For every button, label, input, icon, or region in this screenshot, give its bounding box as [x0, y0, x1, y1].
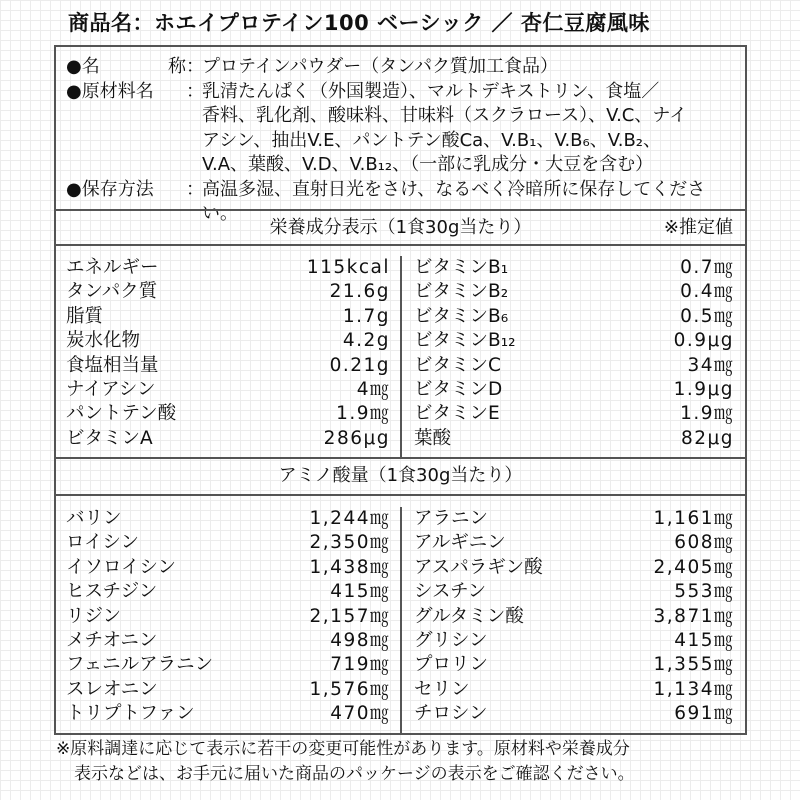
product-info-section [56, 47, 745, 224]
ingredients-line: アシン、抽出V.E、パントテン酸Ca、V.B₁、V.B₆、V.B₂、 [202, 129, 662, 151]
estimate-note: ※推定値 [663, 217, 733, 238]
amino-row: グルタミン酸 3,871㎎ [414, 605, 734, 627]
info-label-ingredients: ●原材料名 [66, 80, 154, 102]
colon: ： [186, 178, 204, 200]
amino-row: スレオニン 1,576㎎ [66, 678, 390, 700]
nutrition-row: パントテン酸 1.9㎎ [66, 403, 390, 425]
ingredients-line: 香料、乳化剤、酸味料、甘味料（スクラロース）、V.C、ナイ [202, 105, 688, 126]
footnote-line-2: 表示などは、お手元に届いた商品のパッケージの表示をご確認ください。 [74, 764, 635, 784]
nutrition-row: 食塩相当量 0.21g [66, 354, 390, 376]
colon: ： [186, 56, 204, 77]
amino-col-right [400, 507, 744, 733]
nutrition-row: ビタミンB₁ 0.7㎎ [414, 257, 734, 278]
amino-row: セリン 1,134㎎ [414, 678, 734, 700]
amino-row: アスパラギン酸 2,405㎎ [414, 556, 734, 578]
info-value-name: プロテインパウダー（タンパク質加工食品） [202, 56, 559, 77]
info-row-name [66, 55, 745, 80]
amino-row: チロシン 691㎎ [414, 703, 734, 725]
product-title: 商品名：ホエイプロテイン100 ベーシック ／ 杏仁豆腐風味 [68, 11, 650, 35]
amino-row: プロリン 1,355㎎ [414, 654, 734, 676]
nutrition-row: ビタミンB₁₂ 0.9μg [414, 330, 734, 352]
nutrition-row: 葉酸 82μg [414, 427, 734, 449]
amino-row: メチオニン 498㎎ [66, 629, 390, 651]
nutrition-heading-text: 栄養成分表示（1食30g当たり） [269, 217, 532, 238]
nutrition-row: ナイアシン 4㎎ [66, 378, 390, 400]
amino-row: ロイシン 2,350㎎ [66, 532, 390, 554]
nutrition-row: ビタミンA 286μg [66, 427, 390, 449]
amino-heading [56, 459, 745, 493]
info-value-ingredients [202, 80, 745, 178]
ingredients-line: 乳清たんぱく（外国製造）、マルトデキストリン、食塩／ [202, 80, 660, 102]
info-label-name-b: 称 [168, 56, 186, 77]
nutrition-row: 脂質 1.7g [66, 305, 390, 327]
nutrition-row: タンパク質 21.6g [66, 281, 390, 303]
label-box [54, 45, 747, 735]
nutrition-col-right [400, 256, 744, 457]
info-value-storage: 高温多湿、直射日光をさけ、なるべく冷暗所に保存してください。 [202, 178, 706, 224]
amino-row: アルギニン 608㎎ [414, 532, 734, 554]
info-row-ingredients [66, 80, 745, 178]
nutrition-row: 炭水化物 4.2g [66, 330, 390, 352]
amino-row: シスチン 553㎎ [414, 581, 734, 603]
amino-row: トリプトファン 470㎎ [66, 703, 390, 725]
ingredients-line: V.A、葉酸、V.D、V.B₁₂、（一部に乳成分・大豆を含む） [202, 154, 654, 175]
info-label-name-a: ●名 [66, 56, 100, 77]
nutrition-row: ビタミンC 34㎎ [414, 354, 734, 376]
nutrition-row: ビタミンB₆ 0.5㎎ [414, 305, 734, 327]
amino-heading-text: アミノ酸量（1食30g当たり） [278, 465, 523, 486]
nutrition-col-left [56, 256, 400, 457]
nutrition-table [56, 246, 745, 457]
amino-row: イソロイシン 1,438㎎ [66, 556, 390, 578]
nutrition-row: ビタミンD 1.9μg [414, 378, 734, 400]
nutrition-heading [56, 211, 745, 245]
nutrition-row: ビタミンE 1.9㎎ [414, 403, 734, 425]
amino-row: グリシン 415㎎ [414, 629, 734, 651]
colon: ： [186, 80, 204, 102]
amino-table [56, 496, 745, 733]
amino-row: フェニルアラニン 719㎎ [66, 654, 390, 676]
footnote-line-1: ※原料調達に応じて表示に若干の変更可能性があります。原材料や栄養成分 [56, 739, 630, 759]
amino-row: アラニン 1,161㎎ [414, 508, 734, 529]
nutrition-row: エネルギー 115kcal [66, 257, 390, 278]
info-label-storage: ●保存方法 [66, 178, 154, 200]
amino-col-left [56, 507, 400, 733]
footnote [56, 737, 796, 787]
amino-row: ヒスチジン 415㎎ [66, 581, 390, 603]
amino-row: バリン 1,244㎎ [66, 508, 390, 529]
amino-row: リジン 2,157㎎ [66, 605, 390, 627]
nutrition-row: ビタミンB₂ 0.4㎎ [414, 281, 734, 303]
